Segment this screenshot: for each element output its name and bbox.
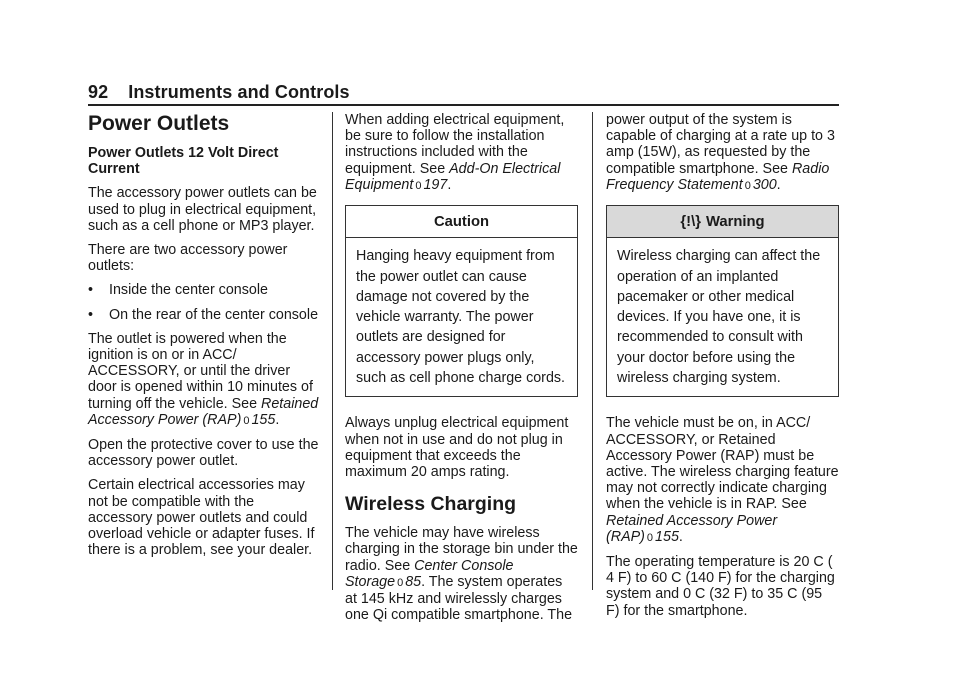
page-ref-arrow-icon: 0 xyxy=(646,531,654,544)
column-2 xyxy=(345,112,578,631)
paragraph: When adding electrical equipment, be sure to follow the installation instructions included with the equipment. See Add-On Electrical Equipment 0 197. xyxy=(345,112,565,193)
warning-text: Wireless charging can affect the operation of an implanted pacemaker or other medical devices. If you have one, it is recommended to consult with your doctor before using the wireless charging system. xyxy=(617,248,821,386)
column-3 xyxy=(606,112,839,627)
cross-reference-link[interactable]: Retained Accessory Power (RAP) xyxy=(606,512,778,545)
page-reference[interactable]: 300 xyxy=(752,176,777,193)
paragraph: There are two accessory power outlets: xyxy=(88,242,288,275)
page-header xyxy=(88,82,350,103)
page-reference[interactable]: 155 xyxy=(251,411,276,428)
column-divider-2 xyxy=(592,112,593,590)
section-heading: Wireless Charging xyxy=(345,493,517,516)
page-ref-arrow-icon: 0 xyxy=(243,414,250,427)
page-reference[interactable]: 85 xyxy=(405,573,422,590)
section-heading: Power Outlets xyxy=(88,112,230,135)
page-reference[interactable]: 197 xyxy=(423,176,448,193)
page-reference[interactable]: 155 xyxy=(655,528,679,545)
cross-reference-link[interactable]: Add-On Electrical Equipment xyxy=(345,160,561,193)
paragraph: The accessory power outlets can be used to plug in electrical equipment, such as a cell phone or MP3 player. xyxy=(88,185,317,234)
paragraph: Certain electrical accessories may not be compatible with the accessory power outlets and could overload vehicle or adapter fuses. If there is a problem, see your dealer. xyxy=(88,477,315,559)
warning-title: Warning xyxy=(705,214,765,231)
warning-box xyxy=(606,205,839,397)
paragraph: The operating temperature is 20 C ( 4 F) to 60 C (140 F) for the charging system and 0 C (32 F) to 35 C (95 F) for the smartphone. xyxy=(606,553,835,619)
paragraph: power output of the system is capable of charging at a rate up to 3 amp (15W), as requested by the compatible smartphone. See Radio Frequency Statement 0 300. xyxy=(606,112,835,193)
caution-title: Caution xyxy=(346,206,577,238)
bullet-icon: • xyxy=(88,282,94,299)
paragraph: The outlet is powered when the ignition is on or in ACC/ ACCESSORY, or until the driver door is opened within 10 minutes of turning off the vehicle. See Retained Accessory Power (RAP) 0 155. xyxy=(88,330,319,428)
paragraph: Open the protective cover to use the accessory power outlet. xyxy=(88,437,319,470)
cross-reference-link[interactable]: Radio Frequency Statement xyxy=(606,160,830,193)
page-ref-arrow-icon: 0 xyxy=(397,576,404,589)
paragraph: The vehicle must be on, in ACC/ ACCESSORY, or Retained Accessory Power (RAP) must be active. The wireless charging feature may not correctly indicate charging when the vehicle is in RAP. See Retained Accessory Power (RAP) 0 155. xyxy=(606,415,839,545)
page-ref-arrow-icon: 0 xyxy=(744,179,751,192)
page-number: 92 xyxy=(88,82,109,102)
paragraph: Always unplug electrical equipment when not in use and do not plug in equipment that exceeds the maximum 20 amps rating. xyxy=(345,415,569,480)
column-divider-1 xyxy=(332,112,333,590)
column-1 xyxy=(88,112,320,566)
list-item: • On the rear of the center console xyxy=(88,306,319,323)
paragraph: The vehicle may have wireless charging in the storage bin under the radio. See Center Console Storage 0 85. The system operates at 145 kHz and wirelessly charges one Qi compatible smartphone. The xyxy=(345,525,578,624)
cross-reference-link[interactable]: Retained Accessory Power (RAP) xyxy=(88,395,319,428)
bullet-icon: • xyxy=(88,306,94,323)
warning-header xyxy=(607,206,838,238)
subsection-heading: Power Outlets 12 Volt Direct Current xyxy=(88,145,279,178)
cross-reference-link[interactable]: Center Console Storage xyxy=(345,557,514,590)
header-rule xyxy=(88,104,839,106)
page-ref-arrow-icon: 0 xyxy=(415,179,422,192)
list-item: • Inside the center console xyxy=(88,282,268,299)
caution-text: Hanging heavy equipment from the power outlet can cause damage not covered by the vehicle warranty. The power outlets are designed for accessory power plugs only, such as cell phone charge cords. xyxy=(356,248,566,386)
caution-box xyxy=(345,205,578,397)
section-title: Instruments and Controls xyxy=(128,82,350,102)
warning-icon: {!\} xyxy=(680,214,701,231)
